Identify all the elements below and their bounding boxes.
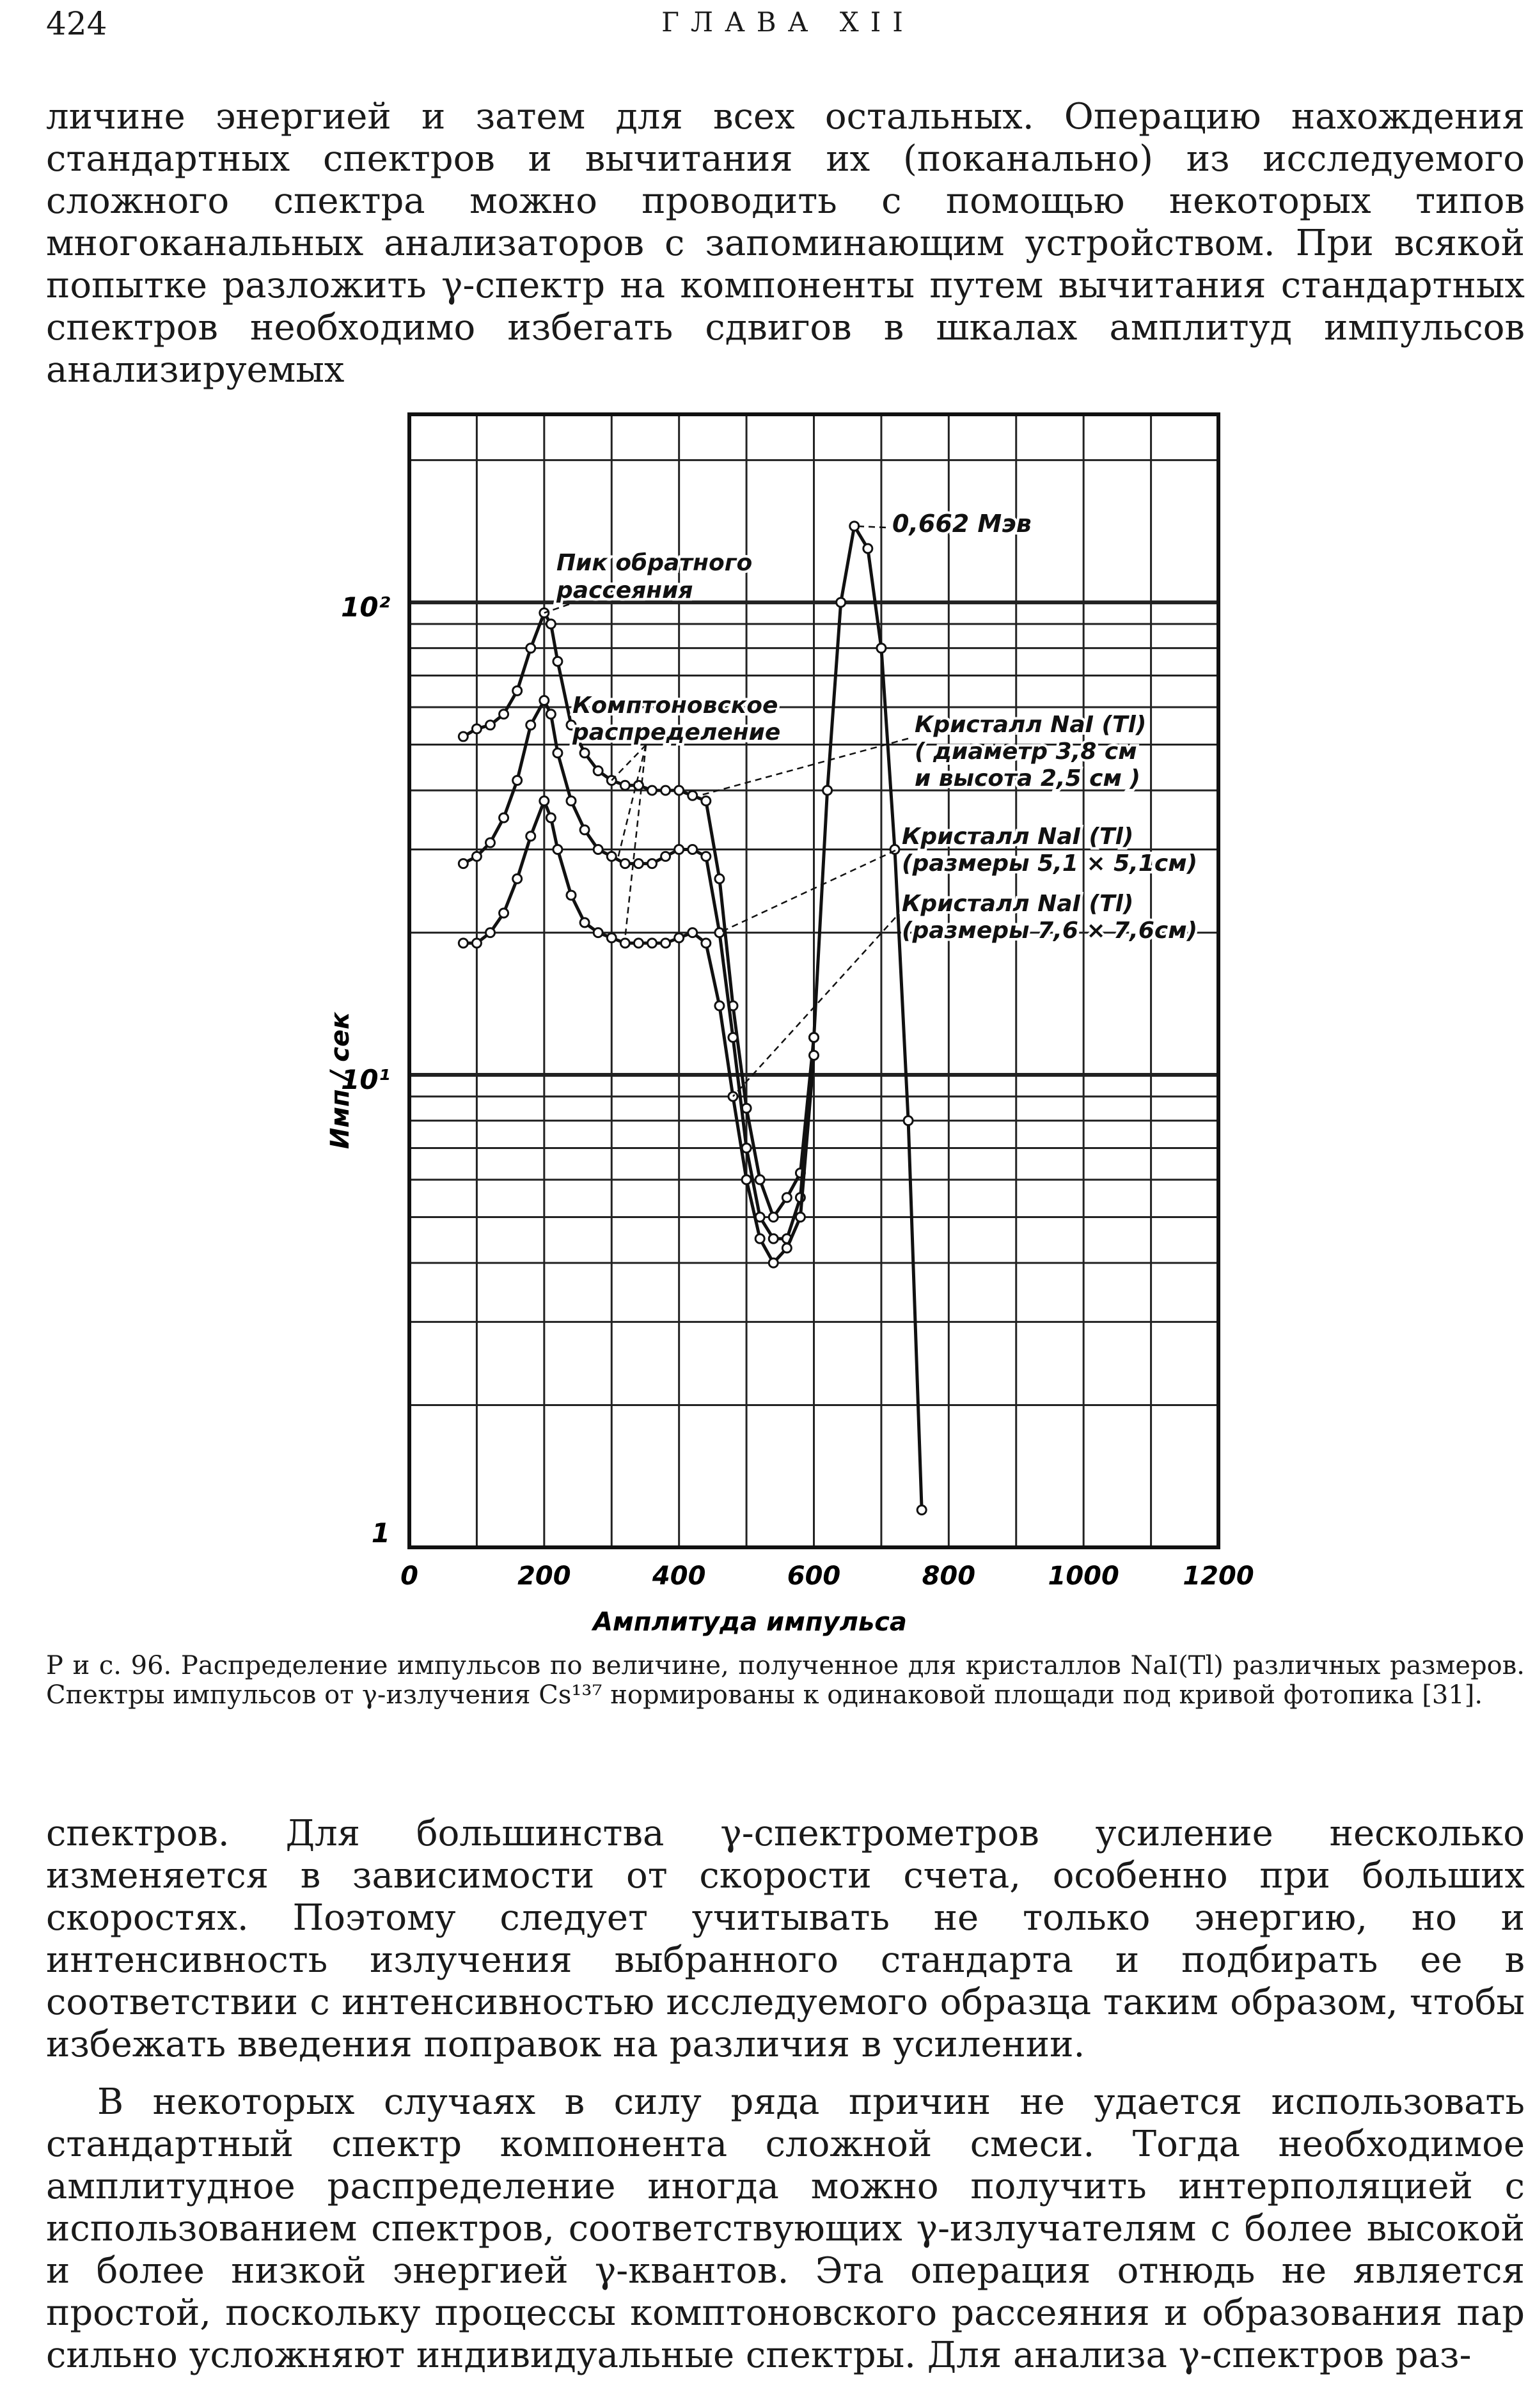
data-point — [661, 852, 670, 861]
data-point — [486, 838, 495, 847]
data-point — [688, 845, 697, 854]
series-label-3-line-2: (размеры 7,6 × 7,6см) — [902, 918, 1198, 944]
data-point — [472, 939, 481, 948]
data-point — [742, 1175, 751, 1184]
page-number: 424 — [46, 5, 107, 42]
x-tick-label: 400 — [652, 1561, 706, 1591]
data-point — [634, 859, 643, 868]
x-tick-label: 1200 — [1183, 1561, 1254, 1591]
series-label-3-line-1: Кристалл NaI (Tl) — [902, 891, 1134, 917]
data-point — [486, 721, 495, 730]
data-point — [769, 1234, 778, 1243]
data-point — [769, 1212, 778, 1221]
data-point — [702, 939, 711, 948]
data-point — [526, 721, 535, 730]
leader-line — [618, 745, 646, 856]
annotation-backscatter-2: рассеяния — [556, 577, 693, 604]
data-point — [620, 781, 629, 790]
data-point — [546, 813, 555, 822]
paragraph-1: личине энергией и затем для всех остальных. Операцию нахождения стандартных спектров и вычитания их (поканально) из исследуемого сложного спектра можно проводить с помощью некоторых типов многоканальных анализаторов с запоминающим устройством. При всякой попытке разложить γ-спектр на компоненты путем вычитания стандартных спектров необходимо избегать сдвигов в шкалах амплитуд импульсов анализируемых — [46, 96, 1525, 391]
figure-96-chart — [0, 358, 1535, 1637]
data-point — [648, 786, 657, 795]
data-point — [728, 1033, 737, 1042]
chart-axes — [326, 414, 1254, 1637]
annotation-compton-1: Комптоновское — [572, 692, 778, 719]
annotation-backscatter-1: Пик обратного — [556, 550, 753, 576]
data-point — [688, 791, 697, 800]
data-point — [661, 939, 670, 948]
leader-line — [699, 739, 908, 795]
data-point — [675, 786, 684, 795]
page-header — [46, 5, 1530, 43]
data-point — [607, 852, 616, 861]
data-point — [675, 934, 684, 942]
figure-caption: Р и с. 96. Распределение импульсов по величине, полученное для кристаллов NaI(Tl) различных размеров. Спектры импульсов от γ-излучения Cs¹³⁷ нормированы к одинаковой площади под кривой фотопика [31]. — [46, 1651, 1525, 1710]
data-point — [500, 710, 508, 719]
data-point — [500, 813, 508, 822]
data-point — [702, 852, 711, 861]
data-point — [567, 891, 576, 900]
leader-line — [611, 745, 646, 780]
data-point — [580, 825, 589, 834]
data-point — [782, 1193, 791, 1202]
chart-series — [459, 522, 926, 1515]
data-point — [553, 749, 562, 758]
data-point — [500, 909, 508, 918]
data-point — [546, 620, 555, 629]
data-point — [620, 859, 629, 868]
chart-grid — [409, 414, 1218, 1547]
data-point — [472, 852, 481, 861]
chart-labels — [544, 510, 1197, 1097]
data-point — [486, 928, 495, 937]
data-point — [877, 644, 886, 653]
data-point — [459, 859, 468, 868]
leader-line — [544, 604, 569, 613]
data-point — [715, 1001, 724, 1010]
data-point — [459, 939, 468, 948]
data-point — [594, 928, 602, 937]
data-point — [755, 1234, 764, 1243]
data-point — [688, 928, 697, 937]
data-point — [675, 845, 684, 854]
y-axis-label: Имп / сек — [326, 1012, 355, 1150]
leader-line — [625, 745, 646, 938]
x-axis-label: Амплитуда импульса — [593, 1607, 907, 1637]
data-point — [810, 1051, 819, 1059]
data-point — [620, 939, 629, 948]
data-point — [540, 797, 549, 806]
x-tick-label: 600 — [787, 1561, 841, 1591]
data-point — [472, 724, 481, 733]
paragraph-3: В некоторых случаях в силу ряда причин не удается использовать стандартный спектр компонента сложной смеси. Тогда необходимое амплитудное распределение иногда можно получить интерполяцией с использованием спектров, соответствующих γ-излучателям с более высокой и более низкой энергией γ-квантов. Эта операция отнюдь не является простой, поскольку процессы комптоновского рассеяния и образования пар сильно усложняют индивидуальные спектры. Для анализа γ-спектров раз- — [46, 2081, 1525, 2376]
data-point — [607, 934, 616, 942]
series-line-4 — [814, 526, 922, 1510]
data-point — [526, 644, 535, 653]
series-label-1-line-3: и высота 2,5 см ) — [915, 765, 1140, 792]
data-point — [837, 598, 846, 607]
data-point — [553, 657, 562, 666]
data-point — [634, 939, 643, 948]
x-tick-label: 800 — [922, 1561, 976, 1591]
data-point — [513, 686, 522, 695]
data-point — [755, 1175, 764, 1184]
data-point — [796, 1212, 805, 1221]
series-label-1-line-1: Кристалл NaI (Tl) — [915, 712, 1147, 738]
data-point — [459, 732, 468, 741]
annotation-peak-energy: 0,662 Мэв — [892, 510, 1032, 538]
data-point — [863, 544, 872, 553]
data-point — [513, 874, 522, 883]
data-point — [540, 696, 549, 705]
data-point — [917, 1505, 926, 1514]
data-point — [769, 1258, 778, 1267]
data-point — [567, 797, 576, 806]
data-point — [526, 832, 535, 841]
y-tick-label: 10¹ — [341, 1064, 390, 1096]
data-point — [782, 1244, 791, 1253]
data-point — [810, 1033, 819, 1042]
series-label-2-line-1: Кристалл NaI (Tl) — [902, 824, 1134, 850]
data-point — [715, 874, 724, 883]
series-label-2-line-2: (размеры 5,1 × 5,1см) — [902, 850, 1198, 877]
series-label-1-line-2: ( диаметр 3,8 см — [915, 739, 1137, 765]
data-point — [546, 710, 555, 719]
data-point — [648, 939, 657, 948]
data-point — [702, 797, 711, 806]
data-point — [823, 786, 832, 795]
y-tick-label: 1 — [371, 1517, 390, 1549]
data-point — [594, 767, 602, 776]
series-line-3 — [463, 801, 814, 1263]
data-point — [661, 786, 670, 795]
x-tick-label: 0 — [400, 1561, 418, 1591]
running-title: ГЛАВА XII — [661, 6, 915, 38]
data-point — [904, 1116, 913, 1125]
data-point — [580, 918, 589, 927]
data-point — [513, 776, 522, 785]
data-point — [648, 859, 657, 868]
x-tick-label: 1000 — [1048, 1561, 1119, 1591]
paragraph-2: спектров. Для большинства γ-спектрометров усиление несколько изменяется в зависимости от скорости счета, особенно при больших скоростях. Поэтому следует учитывать не только энергию, но и интенсивность излучения выбранного стандарта и подбирать ее в соответствии с интенсивностью исследуемого образца таким образом, чтобы избежать введения поправок на различия в усилении. — [46, 1813, 1525, 2065]
x-tick-label: 200 — [517, 1561, 571, 1591]
data-point — [580, 749, 589, 758]
data-point — [553, 845, 562, 854]
data-point — [594, 845, 602, 854]
annotation-compton-2: распределение — [572, 719, 781, 746]
y-tick-label: 10² — [341, 591, 390, 623]
